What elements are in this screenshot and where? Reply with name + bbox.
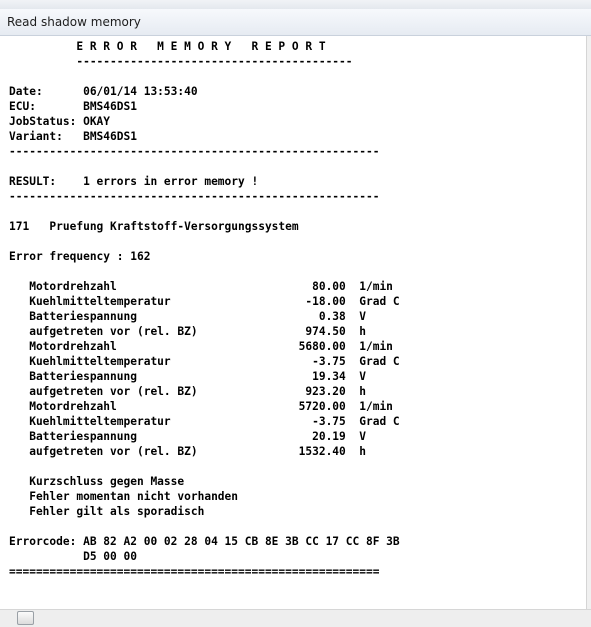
report-line [9, 204, 400, 219]
report-line: Kurzschluss gegen Masse [9, 475, 185, 488]
window-title-bar [0, 9, 591, 36]
report-line: Kuehlmitteltemperatur -3.75 Grad C [9, 355, 400, 368]
report-line: ECU: BMS46DS1 [9, 100, 137, 113]
report-line: ----------------------------------------- [9, 55, 353, 68]
horizontal-scrollbar[interactable] [0, 609, 591, 627]
report-line: Motordrehzahl 5720.00 1/min [9, 400, 393, 413]
right-window-border [586, 36, 591, 609]
report-line: aufgetreten vor (rel. BZ) 1532.40 h [9, 445, 366, 458]
report-line: Kuehlmitteltemperatur -18.00 Grad C [9, 295, 400, 308]
report-line: E R R O R M E M O R Y R E P O R T [9, 40, 326, 53]
report-content-area [0, 36, 586, 609]
report-line: aufgetreten vor (rel. BZ) 923.20 h [9, 385, 366, 398]
error-memory-report [9, 39, 400, 579]
report-line: Motordrehzahl 80.00 1/min [9, 280, 393, 293]
report-line: Errorcode: AB 82 A2 00 02 28 04 15 CB 8E 3B CC 17 CC 8F 3B [9, 535, 400, 548]
report-line: RESULT: 1 errors in error memory ! [9, 175, 259, 188]
window-title: Read shadow memory [7, 15, 141, 29]
parent-window-edge [0, 0, 591, 9]
report-line: Batteriespannung 20.19 V [9, 430, 366, 443]
report-line: Variant: BMS46DS1 [9, 130, 137, 143]
report-line: Date: 06/01/14 13:53:40 [9, 85, 198, 98]
report-line [9, 519, 400, 534]
report-line: ======================================================= [9, 565, 380, 578]
report-line [9, 234, 400, 249]
report-line: Kuehlmitteltemperatur -3.75 Grad C [9, 415, 400, 428]
report-line: JobStatus: OKAY [9, 115, 111, 128]
report-line: 171 Pruefung Kraftstoff-Versorgungssystem [9, 220, 299, 233]
report-line: Batteriespannung 19.34 V [9, 370, 366, 383]
report-line [9, 159, 400, 174]
report-line: Batteriespannung 0.38 V [9, 310, 366, 323]
report-line: Error frequency : 162 [9, 250, 151, 263]
report-line: ------------------------------------------------------- [9, 145, 380, 158]
report-line: aufgetreten vor (rel. BZ) 974.50 h [9, 325, 366, 338]
report-line: Motordrehzahl 5680.00 1/min [9, 340, 393, 353]
report-line: ------------------------------------------------------- [9, 190, 380, 203]
report-line [9, 264, 400, 279]
report-line [9, 69, 400, 84]
report-line: Fehler momentan nicht vorhanden [9, 490, 239, 503]
report-line [9, 459, 400, 474]
scrollbar-thumb[interactable] [17, 611, 34, 625]
report-line: Fehler gilt als sporadisch [9, 505, 205, 518]
report-line: D5 00 00 [9, 550, 137, 563]
